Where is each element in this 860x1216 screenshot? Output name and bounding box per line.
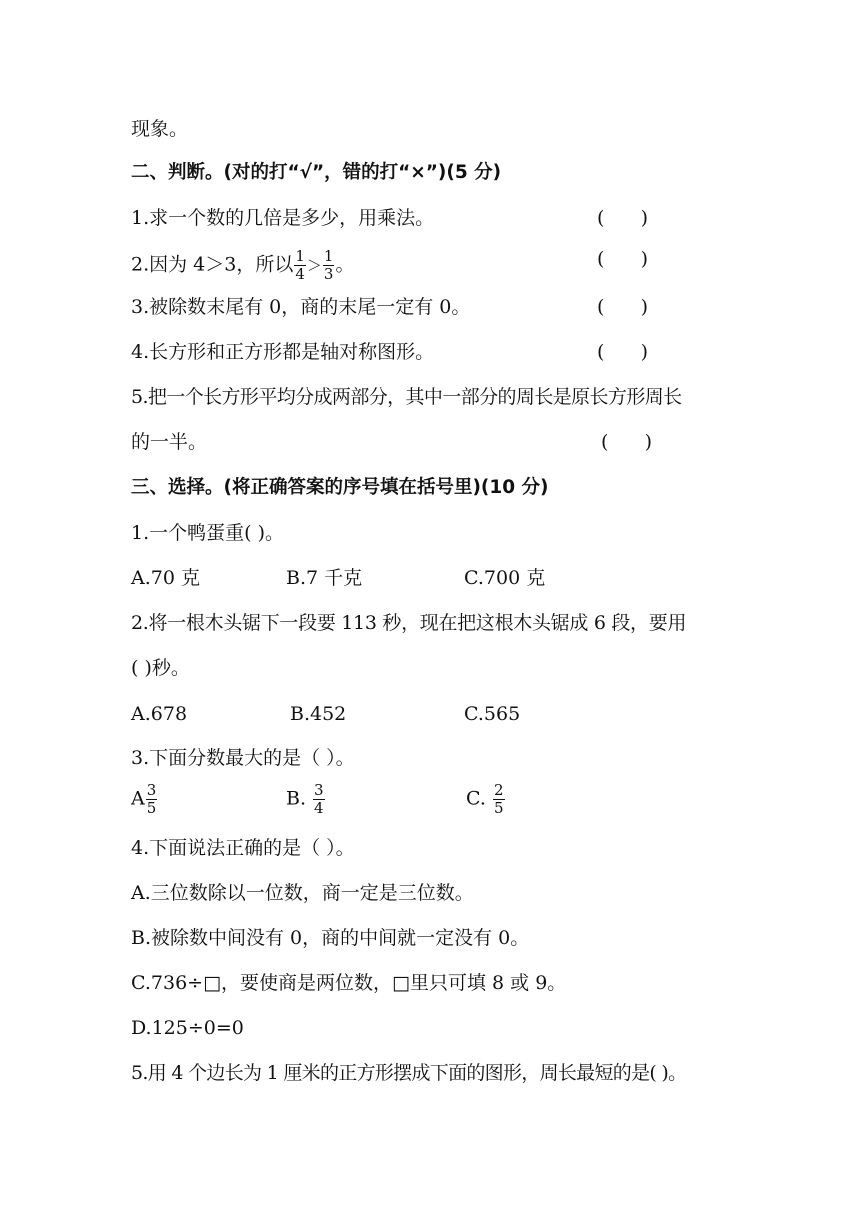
judge-item-2-prefix: 2.因为 4＞3，所以 xyxy=(131,253,294,276)
choice-q3: 3.下面分数最大的是（ ）。 xyxy=(131,747,355,769)
fraction-one-quarter: $\frac{1}{4}$ xyxy=(295,247,305,283)
judge-item-3-blank[interactable]: ( ) xyxy=(597,296,649,318)
choice-q3-option-c[interactable]: C. $\frac{2}{5}$ xyxy=(466,781,504,817)
judge-item-2-blank[interactable]: ( ) xyxy=(597,248,649,270)
fraction-three-fifths: $\frac{3}{5}$ xyxy=(146,781,157,817)
fraction-one-third: $\frac{1}{3}$ xyxy=(323,247,334,283)
judge-item-2-end: 。 xyxy=(335,253,355,276)
judge-item-2 xyxy=(131,248,354,283)
choice-q3-option-b[interactable]: B. $\frac{3}{4}$ xyxy=(286,781,324,817)
section-2-heading: 二、判断。(对的打“√”，错的打“×”)(5 分) xyxy=(131,162,502,183)
choice-q2-option-a[interactable]: A.678 xyxy=(131,703,188,725)
judge-item-1-blank[interactable]: ( ) xyxy=(597,207,649,229)
judge-item-4: 4.长方形和正方形都是轴对称图形。 xyxy=(131,341,435,363)
choice-q2-cont: ( )秒。 xyxy=(131,657,190,679)
judge-item-4-blank[interactable]: ( ) xyxy=(597,341,649,363)
choice-q1-option-c[interactable]: C.700 克 xyxy=(464,567,546,589)
choice-q2-option-b[interactable]: B.452 xyxy=(290,703,347,725)
choice-q1: 1.一个鸭蛋重( )。 xyxy=(131,522,284,544)
choice-q4-option-c[interactable]: C.736÷□，要使商是两位数，□里只可填 8 或 9。 xyxy=(131,972,567,994)
choice-q4-option-b[interactable]: B.被除数中间没有 0，商的中间就一定没有 0。 xyxy=(131,927,530,949)
judge-item-5-blank[interactable]: ( ) xyxy=(601,431,653,453)
fraction-two-fifths: $\frac{2}{5}$ xyxy=(493,781,504,817)
greater-than-sign: ＞ xyxy=(306,256,322,275)
fraction-three-quarters: $\frac{3}{4}$ xyxy=(314,781,324,817)
intro-tail-text: 现象。 xyxy=(131,118,189,140)
judge-item-3: 3.被除数末尾有 0，商的末尾一定有 0。 xyxy=(131,296,471,318)
choice-q5: 5.用 4 个边长为 1 厘米的正方形摆成下面的图形，周长最短的是( )。 xyxy=(131,1062,687,1084)
section-3-heading: 三、选择。(将正确答案的序号填在括号里)(10 分) xyxy=(131,477,549,498)
choice-q3-option-a[interactable]: A $\frac{3}{5}$ xyxy=(131,781,157,817)
choice-q4-option-a[interactable]: A.三位数除以一位数，商一定是三位数。 xyxy=(131,882,474,904)
choice-q2: 2.将一根木头锯下一段要 113 秒，现在把这根木头锯成 6 段，要用 xyxy=(131,612,687,634)
judge-item-5-cont: 的一半。 xyxy=(131,431,208,453)
judge-item-5: 5.把一个长方形平均分成两部分，其中一部分的周长是原长方形周长 xyxy=(131,386,682,408)
choice-q1-option-b[interactable]: B.7 千克 xyxy=(286,567,363,589)
choice-q4-option-d[interactable]: D.125÷0=0 xyxy=(131,1017,244,1039)
choice-q2-option-c[interactable]: C.565 xyxy=(464,703,521,725)
choice-q1-option-a[interactable]: A.70 克 xyxy=(131,567,200,589)
judge-item-1: 1.求一个数的几倍是多少，用乘法。 xyxy=(131,207,435,229)
choice-q4: 4.下面说法正确的是（ ）。 xyxy=(131,837,355,859)
